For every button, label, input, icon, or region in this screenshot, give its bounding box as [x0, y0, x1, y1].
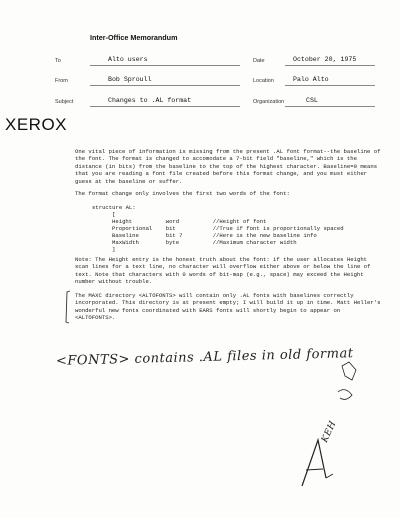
organization-label: Organization — [253, 99, 285, 105]
location-label: Location — [253, 78, 274, 84]
paragraph-format-change: The format change only involves the first two words of the font: — [75, 190, 290, 197]
code-line: ] — [112, 246, 116, 253]
text-line: One vital piece of information is missing from the present .AL font format--the baseline of — [75, 148, 381, 155]
text-line: guess at the baseline or suffer. — [75, 177, 183, 185]
to-label: To — [55, 58, 61, 64]
code-line: Height word //Height of font — [112, 218, 267, 225]
text-line: <ALTOFONTS>. — [75, 314, 116, 322]
from-value: Bob Sproull — [108, 76, 152, 83]
text-line: The MAXC directory <ALTOFONTS> will contain only .AL fonts with baselines correctly — [75, 292, 354, 299]
code-line: Baseline bit 7 //Here is the new baseline info — [112, 232, 317, 239]
text-line: number without trouble. — [75, 278, 153, 286]
date-label: Date — [253, 58, 265, 64]
code-line: [ — [112, 211, 116, 218]
from-label: From — [55, 78, 68, 84]
organization-value: CSL — [306, 97, 318, 104]
subject-label: Subject — [55, 99, 74, 105]
code-line: structure AL: — [92, 204, 136, 211]
text-line: incorporated. This directory is at present empty; I will build it up in time. Matt Heller's — [75, 299, 381, 307]
text-line: that you are reading a font file created before this format change, and you must either — [75, 170, 368, 178]
text-line: text. Note that characters with 0 words of bit-map (e.g., space) may exceed the Height — [75, 270, 364, 278]
text-line: the font. The format is changed to accomodate a 7-bit field "baseline," which is the — [75, 155, 357, 163]
memo-title: Inter-Office Memorandum — [90, 33, 178, 42]
text-line: distance (in bits) from the baseline to the top of the highest character. Baseline=0 means — [75, 162, 378, 170]
handwritten-mark: KEH — [320, 419, 339, 445]
xerox-logo: XEROX — [5, 115, 68, 134]
text-line: scan lines for a text line, no character will overflow either above or below the line of — [75, 263, 371, 271]
code-line: MaxWidth byte //Maximum character width — [112, 239, 297, 246]
code-line: Proportional bit //True if font is proportionally spaced — [112, 225, 344, 232]
to-value: Alto users — [108, 56, 148, 63]
date-value: October 20, 1975 — [293, 56, 357, 63]
text-line: wonderful new fonts coordinated with EARS fonts will shortly begin to appear on — [75, 306, 341, 314]
text-line: Note: The Height entry is the honest truth about the font: if the user allocates Height — [75, 256, 368, 263]
handwritten-note: <FONTS> contains .AL files in old format — [55, 346, 354, 369]
location-value: Palo Alto — [293, 76, 329, 83]
subject-value: Changes to .AL format — [108, 97, 192, 104]
